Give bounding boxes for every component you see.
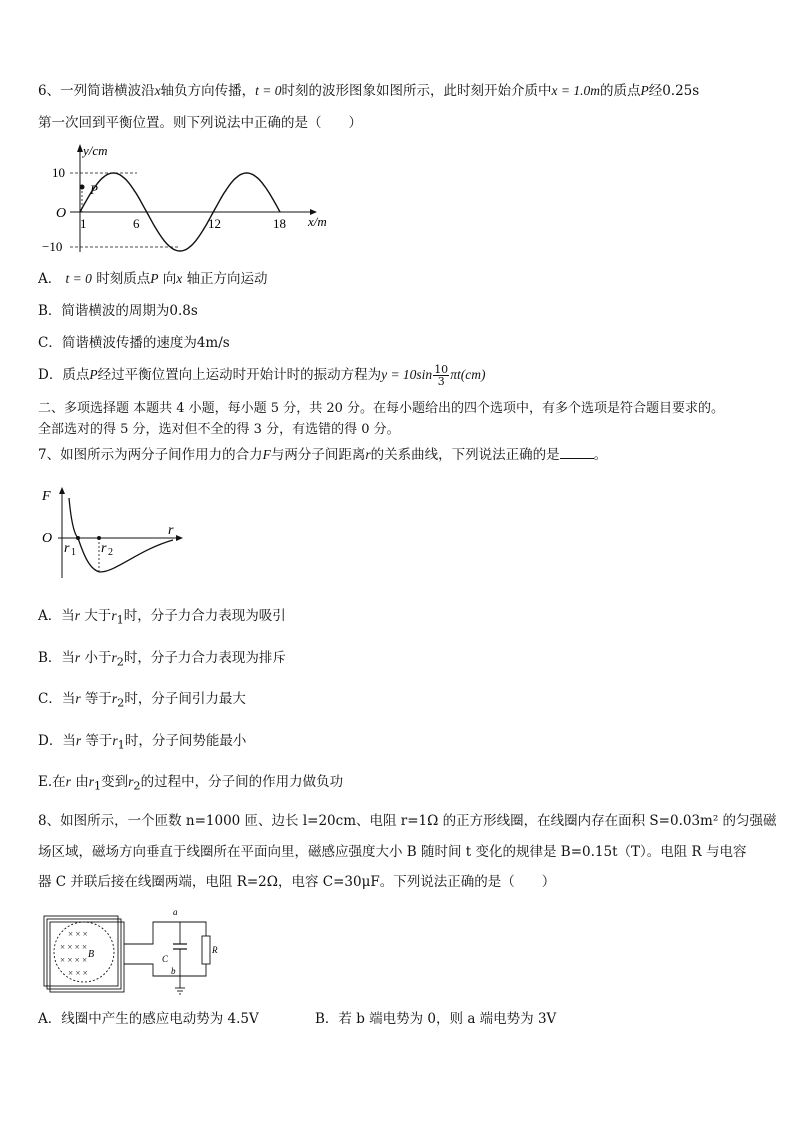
point-p — [80, 185, 85, 190]
r2-label: r — [101, 541, 107, 556]
svg-text:× × × ×: × × × × — [60, 942, 88, 952]
q7-stem-text: 7、如图所示为两分子间作用力的合力 — [38, 447, 263, 463]
r1-label: r — [64, 541, 70, 556]
option-text: 由 — [75, 774, 89, 790]
var-r: r — [65, 774, 71, 789]
f-axis-arrow-icon — [59, 487, 65, 494]
option-text: 轴正方向运动 — [186, 271, 268, 287]
option-text: 时刻质点 — [96, 271, 151, 287]
option-text: 时，分子间引力最大 — [124, 691, 246, 707]
option-text: A．当 — [38, 608, 75, 624]
y-axis-label: y/cm — [83, 143, 108, 158]
q6-stem-text: 经 — [648, 83, 663, 99]
var-r: r — [111, 691, 118, 706]
field-b-label: B — [88, 949, 95, 960]
option-value: 0.8s — [169, 303, 198, 319]
var-r: r — [112, 733, 118, 748]
point-p-label: P — [90, 182, 98, 197]
svg-text:× × × ×: × × × × — [60, 955, 88, 965]
origin-label: O — [42, 531, 53, 546]
x-tick-6: 6 — [133, 216, 140, 231]
q7-option-b — [38, 649, 286, 672]
equation-part: πt(cm) — [450, 367, 486, 382]
option-text: D．质点 — [38, 367, 90, 383]
option-text: 时，分子间势能最小 — [124, 733, 247, 749]
q7-option-a — [38, 607, 286, 630]
subscript: 1 — [117, 738, 125, 752]
field-cross-marks — [60, 929, 88, 978]
terminal-b-label: b — [171, 966, 176, 976]
subscript: 1 — [93, 779, 102, 793]
y-tick-neg10: −10 — [42, 239, 63, 254]
resistor — [202, 936, 210, 964]
q6-stem-line1 — [38, 82, 699, 100]
q7-stem — [38, 446, 607, 464]
var-r: r — [75, 691, 81, 706]
f-axis-label: F — [42, 489, 51, 504]
q8-option-b: B．若 b 端电势为 0，则 a 端电势为 3V — [315, 1011, 557, 1027]
answer-blank — [560, 446, 594, 459]
fraction-denominator: 3 — [437, 375, 445, 388]
r1-point — [76, 536, 80, 540]
var-F: F — [262, 447, 271, 462]
var-t0: t = 0 — [255, 83, 282, 98]
option-text: 变到 — [101, 774, 129, 790]
r2-point — [97, 536, 101, 540]
option-text: 时，分子力合力表现为排斥 — [123, 650, 286, 666]
svg-text:× × ×: × × × — [68, 968, 88, 978]
subscript: 2 — [133, 779, 141, 793]
var-r: r — [88, 774, 94, 789]
capacitor-label: C — [162, 954, 169, 964]
q8-option-a: A．线圈中产生的感应电动势为 4.5V — [38, 1011, 259, 1027]
var-r: r — [74, 608, 81, 623]
q8-stem-line2: 场区域，磁场方向垂直于线圈所在平面向里，磁感应强度大小 B 随时间 t 变化的规律是 B=0.15t（T）。电阻 R 与电容 — [38, 844, 747, 860]
y-tick-10: 10 — [52, 165, 65, 180]
subscript: 2 — [116, 655, 124, 669]
option-text: 大于 — [84, 608, 112, 624]
option-text: 等于 — [84, 691, 112, 707]
r-axis-label: r — [168, 523, 174, 538]
option-label: A． — [38, 271, 62, 287]
option-value: 4m/s — [196, 335, 230, 351]
q8-stem-line3: 器 C 并联后接在线圈两端，电阻 R=2Ω，电容 C=30μF。下列说法正确的是（ ） — [38, 874, 556, 890]
q7-option-e — [38, 773, 343, 796]
q6-option-a — [38, 270, 268, 288]
option-text: B．简谐横波的周期为 — [38, 303, 170, 319]
option-text: C．当 — [38, 691, 76, 707]
q6-stem-text: 时刻的波形图象如图所示，此时刻开始介质中 — [281, 83, 552, 99]
option-text: D．当 — [38, 733, 76, 749]
var-P: P — [89, 367, 98, 382]
var-x-value: x = 1.0m — [551, 83, 600, 98]
option-text: 等于 — [85, 733, 113, 749]
r-axis-arrow-icon — [176, 535, 183, 541]
q6-stem-text: 的质点 — [599, 83, 641, 99]
option-text: E.在 — [38, 774, 66, 790]
q6-stem-text: 6、一列简谐横波沿 — [38, 83, 155, 99]
wire-top — [124, 922, 206, 944]
q6-option-c — [38, 334, 230, 352]
q6-stem-text: 轴负方向传播， — [160, 83, 256, 99]
option-text: B．当 — [38, 650, 75, 666]
option-text: 的过程中，分子间的作用力做负功 — [140, 774, 344, 790]
subscript: 1 — [116, 613, 124, 627]
option-text: 向 — [162, 271, 177, 287]
var-P: P — [150, 271, 159, 286]
q7-force-graph — [38, 484, 188, 584]
x-axis-label: x/m — [308, 214, 327, 229]
q6-stem-line2: 第一次回到平衡位置。则下列说法中正确的是（ ） — [38, 115, 362, 131]
option-text: 经过平衡位置向上运动时开始计时的振动方程为 — [97, 367, 382, 383]
var-r: r — [75, 733, 82, 748]
option-text: C．简谐横波传播的速度为 — [38, 335, 197, 351]
q7-stem-end: 。 — [593, 447, 608, 463]
var-r: r — [128, 774, 134, 789]
equation-part: y = 10sin — [381, 367, 433, 382]
terminal-a-label: a — [173, 907, 178, 917]
var-x: x — [154, 83, 161, 98]
force-curve — [69, 498, 173, 572]
svg-text:× × ×: × × × — [68, 929, 88, 939]
var-r: r — [111, 650, 117, 665]
var-r: r — [74, 650, 81, 665]
option-text: 时，分子力合力表现为吸引 — [123, 608, 286, 624]
wire-bottom — [124, 964, 206, 976]
x-tick-1: 1 — [80, 216, 87, 231]
section-2-line1: 二、多项选择题 本题共 4 小题，每小题 5 分，共 20 分。在每小题给出的四个选项中，有多个选项是符合题目要求的。 — [38, 401, 725, 416]
var-time: 0.25s — [662, 83, 700, 99]
q8-stem-line1: 8、如图所示，一个匝数 n=1000 匝、边长 l=20cm、电阻 r=1Ω 的正方形线圈，在线圈内存在面积 S=0.03m² 的匀强磁 — [38, 813, 777, 829]
var-P: P — [640, 83, 649, 98]
section-2-line2: 全部选对的得 5 分，选对但不全的得 3 分，有选错的得 0 分。 — [38, 422, 400, 437]
r1-subscript: 1 — [71, 547, 76, 558]
fraction — [433, 364, 449, 387]
x-tick-12: 12 — [208, 216, 221, 231]
subscript: 2 — [117, 696, 125, 710]
q7-option-d — [38, 732, 246, 755]
origin-label: O — [56, 206, 67, 221]
var-x: x — [176, 271, 183, 286]
q6-option-b — [38, 302, 198, 320]
q7-option-c — [38, 690, 246, 713]
q6-option-d — [38, 362, 485, 388]
option-text: 小于 — [84, 650, 112, 666]
q8-circuit-diagram — [38, 904, 228, 998]
var-t0: t = 0 — [65, 271, 92, 286]
x-tick-18: 18 — [273, 216, 286, 231]
fraction-numerator: 10 — [434, 363, 449, 376]
resistor-label: R — [212, 945, 218, 955]
q7-stem-text: 与两分子间距离 — [270, 447, 366, 463]
q7-stem-text: 的关系曲线，下列说法正确的是 — [370, 447, 560, 463]
q6-wave-graph — [40, 140, 340, 258]
r2-subscript: 2 — [108, 547, 113, 558]
var-r: r — [365, 447, 371, 462]
var-r: r — [111, 608, 117, 623]
